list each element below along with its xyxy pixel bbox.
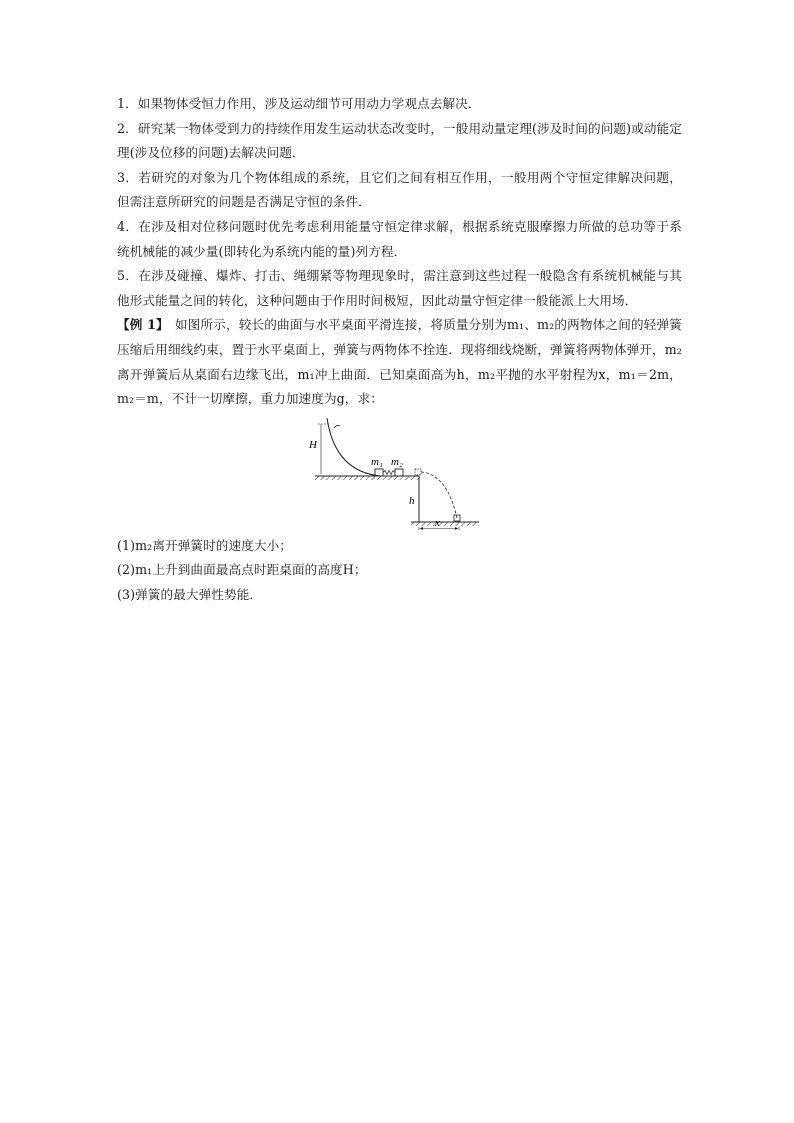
list-item: 5．在涉及碰撞、爆炸、打击、绳绷紧等物理现象时，需注意到这些过程一般隐含有系统机械能与其他形式能量之间的转化，这种问题由于作用时间极短，因此动量守恒定律一般能派上大用场．: [117, 268, 682, 308]
example-tag: 【例 1】: [117, 317, 169, 333]
block-m2: [395, 469, 403, 476]
list-item: 3．若研究的对象为几个物体组成的系统，且它们之间有相互作用，一般用两个守恒定律解决问题，但需注意所研究的问题是否满足守恒的条件．: [117, 169, 682, 210]
document-content: [117, 92, 682, 608]
label-H: H: [309, 438, 318, 451]
spring-table-diagram: [307, 414, 487, 530]
label-m1: m₁: [371, 455, 383, 468]
label-x: x: [435, 516, 440, 529]
question-item: (3)弹簧的最大弹性势能．: [117, 586, 263, 602]
list-item: 4．在涉及相对位移问题时优先考虑利用能量守恒定律求解，根据系统克服摩擦力所做的总功等于系统机械能的减少量(即转化为系统内能的量)列方程．: [117, 218, 682, 259]
label-m2: m₂: [391, 455, 403, 468]
physics-figure: [117, 414, 682, 530]
list-item: 2．研究某一物体受到力的持续作用发生运动状态改变时，一般用动量定理(涉及时间的问题)或动能定理(涉及位移的问题)去解决问题．: [117, 120, 682, 161]
spring: [383, 470, 395, 474]
question-item: (2)m₁上升到曲面最高点时距桌面的高度H；: [117, 562, 367, 578]
label-h: h: [409, 494, 415, 507]
list-item: 1．如果物体受恒力作用，涉及运动细节可用动力学观点去解决．: [117, 96, 481, 111]
example-problem: [117, 313, 682, 411]
example-text: 如图所示，较长的曲面与水平桌面平滑连接，将质量分别为m₁、m₂的两物体之间的轻弹簧压缩后用细线约束，置于水平桌面上，弹簧与两物体不拴连．现将细线烧断，弹簧将两物体弹开，m₂离开弹簧后从桌面右边缘飞出，m₁冲上曲面．已知桌面高为h，m₂平抛的水平射程为x，m₁＝2m，m₂＝m，不计一切摩擦，重力加速度为g，求：: [117, 317, 682, 407]
question-item: (1)m₂离开弹簧时的速度大小；: [117, 537, 292, 553]
projectile-path: [421, 472, 457, 518]
